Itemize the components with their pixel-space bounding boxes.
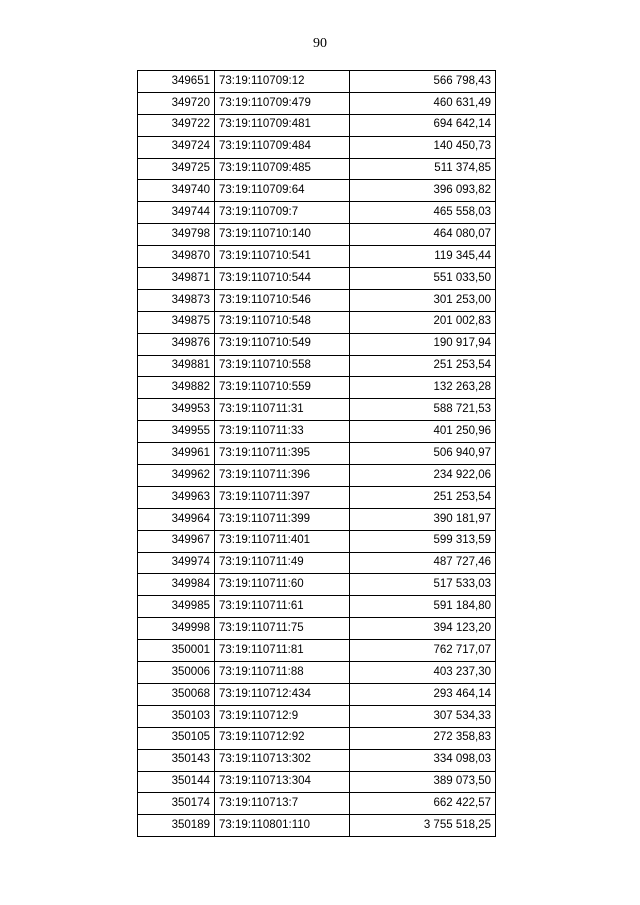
value-cell: 140 450,73 [350,136,496,158]
value-cell: 190 917,94 [350,333,496,355]
value-cell: 511 374,85 [350,158,496,180]
cadastral-number-cell: 73:19:110711:88 [215,662,350,684]
table-row [138,727,496,749]
row-id-cell: 349985 [138,596,215,618]
value-cell: 662 422,57 [350,793,496,815]
table-row [138,508,496,530]
table-row [138,552,496,574]
row-id-cell: 349798 [138,224,215,246]
row-id-cell: 349964 [138,508,215,530]
table-row [138,246,496,268]
table-row [138,71,496,93]
table-row [138,289,496,311]
cadastral-number-cell: 73:19:110711:31 [215,399,350,421]
row-id-cell: 349974 [138,552,215,574]
row-id-cell: 350001 [138,640,215,662]
value-cell: 465 558,03 [350,202,496,224]
value-cell: 401 250,96 [350,421,496,443]
table-row [138,224,496,246]
cadastral-number-cell: 73:19:110710:541 [215,246,350,268]
table-row [138,749,496,771]
cadastral-number-cell: 73:19:110711:401 [215,530,350,552]
cadastral-number-cell: 73:19:110709:484 [215,136,350,158]
table-row [138,421,496,443]
row-id-cell: 349955 [138,421,215,443]
table-row [138,662,496,684]
table-row [138,158,496,180]
table-body [138,71,496,837]
value-cell: 307 534,33 [350,705,496,727]
table-row [138,180,496,202]
row-id-cell: 349876 [138,333,215,355]
row-id-cell: 349725 [138,158,215,180]
value-cell: 293 464,14 [350,683,496,705]
row-id-cell: 349962 [138,465,215,487]
value-cell: 588 721,53 [350,399,496,421]
value-cell: 464 080,07 [350,224,496,246]
row-id-cell: 349984 [138,574,215,596]
row-id-cell: 350189 [138,815,215,837]
row-id-cell: 349961 [138,443,215,465]
cadastral-number-cell: 73:19:110711:397 [215,486,350,508]
value-cell: 251 253,54 [350,355,496,377]
value-cell: 390 181,97 [350,508,496,530]
value-cell: 132 263,28 [350,377,496,399]
row-id-cell: 349720 [138,92,215,114]
row-id-cell: 349651 [138,71,215,93]
row-id-cell: 349881 [138,355,215,377]
value-cell: 396 093,82 [350,180,496,202]
cadastral-number-cell: 73:19:110711:60 [215,574,350,596]
cadastral-number-cell: 73:19:110713:7 [215,793,350,815]
value-cell: 301 253,00 [350,289,496,311]
table-row [138,465,496,487]
cadastral-number-cell: 73:19:110711:399 [215,508,350,530]
table-row [138,530,496,552]
cadastral-number-cell: 73:19:110709:485 [215,158,350,180]
table-row [138,92,496,114]
value-cell: 251 253,54 [350,486,496,508]
table-row [138,136,496,158]
table-row [138,333,496,355]
cadastral-number-cell: 73:19:110801:110 [215,815,350,837]
cadastral-number-cell: 73:19:110710:544 [215,268,350,290]
table-row [138,268,496,290]
table-row [138,574,496,596]
cadastral-number-cell: 73:19:110711:33 [215,421,350,443]
row-id-cell: 350103 [138,705,215,727]
cadastral-number-cell: 73:19:110713:304 [215,771,350,793]
row-id-cell: 350105 [138,727,215,749]
cadastral-number-cell: 73:19:110710:549 [215,333,350,355]
table-row [138,683,496,705]
table-row [138,311,496,333]
table-row [138,618,496,640]
value-cell: 272 358,83 [350,727,496,749]
table-row [138,771,496,793]
value-cell: 460 631,49 [350,92,496,114]
table-row [138,705,496,727]
row-id-cell: 349744 [138,202,215,224]
row-id-cell: 349724 [138,136,215,158]
cadastral-number-cell: 73:19:110713:302 [215,749,350,771]
row-id-cell: 350143 [138,749,215,771]
value-cell: 119 345,44 [350,246,496,268]
cadastral-number-cell: 73:19:110709:481 [215,114,350,136]
value-cell: 234 922,06 [350,465,496,487]
cadastral-number-cell: 73:19:110711:49 [215,552,350,574]
row-id-cell: 349871 [138,268,215,290]
cadastral-number-cell: 73:19:110711:396 [215,465,350,487]
table-row [138,399,496,421]
row-id-cell: 349963 [138,486,215,508]
table-row [138,793,496,815]
table-row [138,815,496,837]
value-cell: 762 717,07 [350,640,496,662]
value-cell: 487 727,46 [350,552,496,574]
table-row [138,486,496,508]
row-id-cell: 349873 [138,289,215,311]
cadastral-number-cell: 73:19:110711:75 [215,618,350,640]
cadastral-number-cell: 73:19:110711:395 [215,443,350,465]
cadastral-number-cell: 73:19:110709:7 [215,202,350,224]
value-cell: 389 073,50 [350,771,496,793]
row-id-cell: 349740 [138,180,215,202]
cadastral-number-cell: 73:19:110711:81 [215,640,350,662]
value-cell: 517 533,03 [350,574,496,596]
row-id-cell: 350006 [138,662,215,684]
page-number: 90 [313,36,327,51]
cadastral-number-cell: 73:19:110710:558 [215,355,350,377]
row-id-cell: 349870 [138,246,215,268]
table-row [138,640,496,662]
row-id-cell: 350068 [138,683,215,705]
row-id-cell: 349722 [138,114,215,136]
value-cell: 591 184,80 [350,596,496,618]
value-cell: 403 237,30 [350,662,496,684]
row-id-cell: 349953 [138,399,215,421]
cadastral-number-cell: 73:19:110710:559 [215,377,350,399]
value-cell: 201 002,83 [350,311,496,333]
value-cell: 506 940,97 [350,443,496,465]
table-row [138,377,496,399]
cadastral-number-cell: 73:19:110709:479 [215,92,350,114]
cadastral-value-table [137,70,496,837]
cadastral-number-cell: 73:19:110712:92 [215,727,350,749]
row-id-cell: 350174 [138,793,215,815]
table-row [138,443,496,465]
table-row [138,114,496,136]
row-id-cell: 349967 [138,530,215,552]
table-row [138,596,496,618]
row-id-cell: 349882 [138,377,215,399]
value-cell: 334 098,03 [350,749,496,771]
cadastral-number-cell: 73:19:110710:548 [215,311,350,333]
row-id-cell: 349998 [138,618,215,640]
cadastral-number-cell: 73:19:110710:140 [215,224,350,246]
cadastral-number-cell: 73:19:110712:434 [215,683,350,705]
value-cell: 599 313,59 [350,530,496,552]
value-cell: 3 755 518,25 [350,815,496,837]
cadastral-number-cell: 73:19:110711:61 [215,596,350,618]
row-id-cell: 350144 [138,771,215,793]
table-row [138,202,496,224]
table-row [138,355,496,377]
value-cell: 394 123,20 [350,618,496,640]
cadastral-number-cell: 73:19:110709:12 [215,71,350,93]
value-cell: 694 642,14 [350,114,496,136]
value-cell: 551 033,50 [350,268,496,290]
value-cell: 566 798,43 [350,71,496,93]
cadastral-number-cell: 73:19:110709:64 [215,180,350,202]
row-id-cell: 349875 [138,311,215,333]
cadastral-number-cell: 73:19:110710:546 [215,289,350,311]
cadastral-number-cell: 73:19:110712:9 [215,705,350,727]
